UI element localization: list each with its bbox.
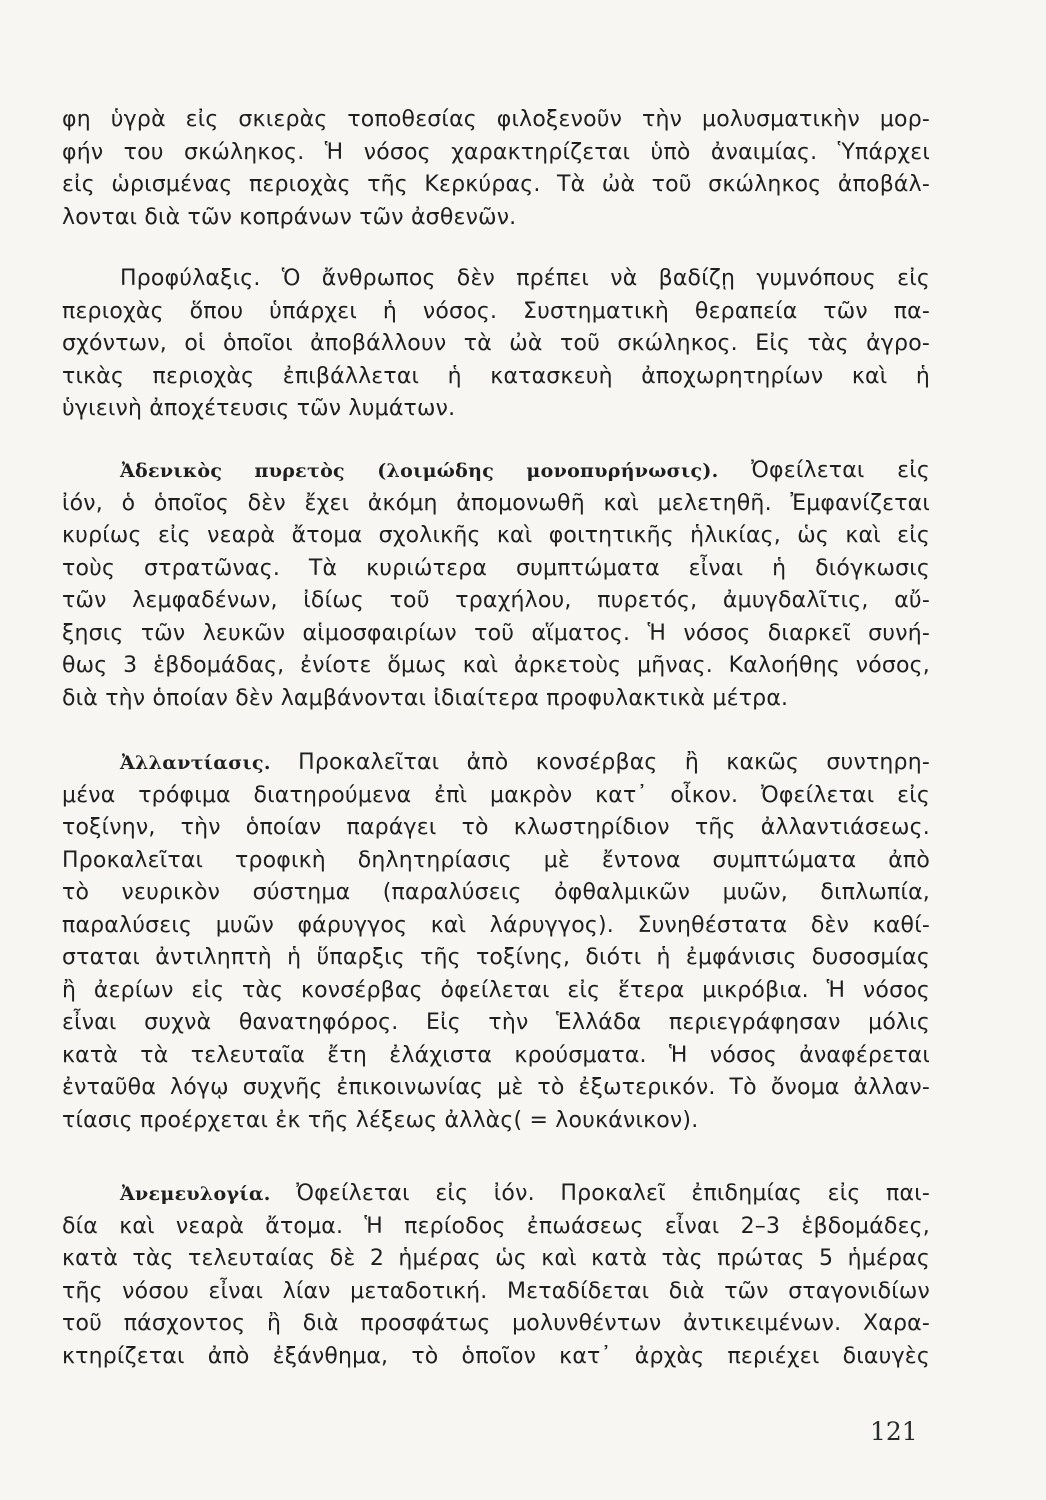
text-line: παραλύσεις μυῶν φάρυγγος καὶ λάρυγγος). Συνηθέστατα δὲν καθί-: [62, 912, 930, 938]
text-line: φήν του σκώληκος. Ἡ νόσος χαρακτηρίζεται ὑπὸ ἀναιμίας. Ὑπάρχει: [62, 139, 930, 165]
text-line: τοὺς στρατῶνας. Τὰ κυριώτερα συμπτώματα εἶναι ἡ διόγκωσις: [62, 555, 930, 581]
section-heading: Ἀλλαντίασις.: [120, 752, 271, 774]
page-number: 121: [870, 1417, 918, 1446]
text-line: ὑγιεινὴ ἀποχέτευσις τῶν λυμάτων.: [62, 396, 456, 421]
text-line: [62, 455, 930, 488]
section-heading: Ἀνεμευλογία.: [120, 1183, 271, 1205]
paragraph-botulism: [62, 747, 930, 1137]
text-line: τὸ νευρικὸν σύστημα (παραλύσεις ὀφθαλμικῶν μυῶν, διπλωπία,: [62, 880, 930, 905]
text-line: τῆς νόσου εἶναι λίαν μεταδοτική. Μεταδίδεται διὰ τῶν σταγονιδίων: [62, 1278, 930, 1304]
heading-line-text: Ὀφείλεται εἰς ἰόν. Προκαλεῖ ἐπιδημίας εἰς παι-: [270, 1181, 930, 1206]
text-line: διὰ τὴν ὁποίαν δὲν λαμβάνονται ἰδιαίτερα προφυλακτικὰ μέτρα.: [62, 685, 789, 711]
heading-line-text: Ὀφείλεται εἰς: [718, 458, 930, 483]
text-line: θως 3 ἑβδομάδας, ἐνίοτε ὅμως καὶ ἀρκετοὺς μῆνας. Καλοήθης νόσος,: [62, 653, 930, 678]
text-line: ἰόν, ὁ ὁποῖος δὲν ἔχει ἀκόμη ἀπομονωθῆ καὶ μελετηθῆ. Ἐμφανίζεται: [62, 490, 930, 516]
text-line: κατὰ τὰς τελευταίας δὲ 2 ἡμέρας ὡς καὶ κατὰ τὰς πρώτας 5 ἡμέρας: [62, 1246, 930, 1271]
text-line: Προκαλεῖται τροφικὴ δηλητηρίασις μὲ ἔντονα συμπτώματα ἀπὸ: [62, 847, 930, 873]
text-line: κυρίως εἰς νεαρὰ ἄτομα σχολικῆς καὶ φοιτητικῆς ἡλικίας, ὡς καὶ εἰς: [62, 523, 930, 548]
text-line: δία καὶ νεαρὰ ἄτομα. Ἡ περίοδος ἐπωάσεως εἶναι 2–3 ἑβδομάδες,: [62, 1213, 930, 1239]
paragraph-hookworm-end: [62, 104, 930, 234]
text-line: τικὰς περιοχὰς ἐπιβάλλεται ἡ κατασκευὴ ἀποχωρητηρίων καὶ ἡ: [62, 363, 930, 389]
text-line: ἢ ἀερίων εἰς τὰς κονσέρβας ὀφείλεται εἰς ἕτερα μικρόβια. Ἡ νόσος: [62, 977, 930, 1003]
text-line: [62, 747, 930, 780]
paragraph-glandular-fever: [62, 455, 930, 715]
text-line: [62, 1178, 930, 1211]
text-line: κατὰ τὰ τελευταῖα ἔτη ἐλάχιστα κρούσματα. Ἡ νόσος ἀναφέρεται: [62, 1042, 930, 1068]
text-line: τοῦ πάσχοντος ἢ διὰ προσφάτως μολυνθέντων ἀντικειμένων. Χαρα-: [62, 1311, 930, 1336]
paragraph-chickenpox: [62, 1178, 930, 1373]
text-line: λονται διὰ τῶν κοπράνων τῶν ἀσθενῶν.: [62, 204, 517, 230]
text-line: εἶναι συχνὰ θανατηφόρος. Εἰς τὴν Ἑλλάδα περιεγράφησαν μόλις: [62, 1010, 930, 1035]
text-line: τίασις προέρχεται ἐκ τῆς λέξεως ἀλλὰς( = λουκάνικον).: [62, 1107, 699, 1133]
section-heading: Ἀδενικὸς πυρετὸς (λοιμώδης μονοπυρήνωσις).: [120, 460, 719, 482]
text-line: μένα τρόφιμα διατηρούμενα ἐπὶ μακρὸν κατ᾿ οἶκον. Ὀφείλεται εἰς: [62, 782, 930, 808]
text-line: φη ὑγρὰ εἰς σκιερὰς τοποθεσίας φιλοξενοῦν τὴν μολυσματικὴν μορ-: [62, 107, 930, 132]
text-line: ξησις τῶν λευκῶν αἱμοσφαιρίων τοῦ αἵματος. Ἡ νόσος διαρκεῖ συνή-: [62, 620, 930, 646]
text-line: Προφύλαξις. Ὁ ἄνθρωπος δὲν πρέπει νὰ βαδίζῃ γυμνόπους εἰς: [120, 266, 930, 291]
paragraph-prophylaxis: [62, 263, 930, 426]
text-line: κτηρίζεται ἀπὸ ἐξάνθημα, τὸ ὁποῖον κατ᾿ ἀρχὰς περιέχει διαυγὲς: [62, 1343, 930, 1369]
text-line: σχόντων, οἱ ὁποῖοι ἀποβάλλουν τὰ ὠὰ τοῦ σκώληκος. Εἰς τὰς ἀγρο-: [62, 331, 930, 356]
text-line: εἰς ὡρισμένας περιοχὰς τῆς Κερκύρας. Τὰ ὠὰ τοῦ σκώληκος ἀποβάλ-: [62, 172, 930, 197]
text-line: σταται ἀντιληπτὴ ἡ ὕπαρξις τῆς τοξίνης, διότι ἡ ἐμφάνισις δυσοσμίας: [62, 945, 930, 970]
text-line: τῶν λεμφαδένων, ἰδίως τοῦ τραχήλου, πυρετός, ἀμυγδαλῖτις, αὔ-: [62, 588, 930, 613]
text-line: τοξίνην, τὴν ὁποίαν παράγει τὸ κλωστηρίδιον τῆς ἀλλαντιάσεως.: [62, 815, 930, 840]
text-line: ἐνταῦθα λόγῳ συχνῆς ἐπικοινωνίας μὲ τὸ ἐξωτερικόν. Τὸ ὄνομα ἀλλαν-: [62, 1075, 930, 1100]
text-line: περιοχὰς ὅπου ὑπάρχει ἡ νόσος. Συστηματικὴ θεραπεία τῶν πα-: [62, 298, 930, 324]
heading-line-text: Προκαλεῖται ἀπὸ κονσέρβας ἢ κακῶς συντηρη-: [270, 750, 930, 775]
